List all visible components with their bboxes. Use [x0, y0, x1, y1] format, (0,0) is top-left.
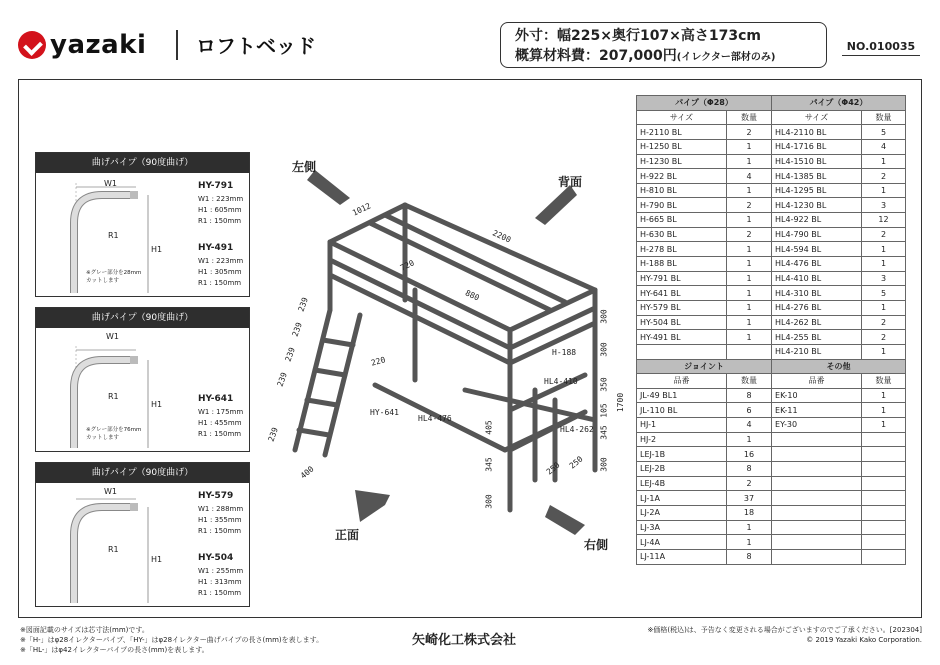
pipe28-qty: 4 — [727, 169, 772, 184]
pipe-row — [637, 213, 906, 228]
other-item — [772, 505, 862, 520]
joint-section-header — [637, 359, 906, 374]
pipe42-size: HL4-922 BL — [772, 213, 862, 228]
pipe-row — [637, 330, 906, 345]
pipe-row — [637, 315, 906, 330]
model-r1: R1 : 150mm — [198, 430, 242, 438]
item-header: 品番 — [772, 374, 862, 389]
item-header: 品番 — [637, 374, 727, 389]
dim-300-bottom: 300 — [599, 457, 609, 472]
pipe42-size: HL4-790 BL — [772, 227, 862, 242]
joint-item: LEJ-2B — [637, 462, 727, 477]
joint-qty: 8 — [727, 549, 772, 564]
dim-239-1: 239 — [296, 296, 310, 313]
other-item — [772, 476, 862, 491]
logo-text: yazaki — [50, 30, 147, 60]
model-name: HY-579 — [198, 491, 234, 501]
pipe42-qty: 1 — [862, 344, 906, 359]
other-qty: 1 — [862, 418, 906, 433]
pipe28-qty: 1 — [727, 315, 772, 330]
other-item: EK-11 — [772, 403, 862, 418]
size-header: サイズ — [772, 110, 862, 125]
pipe28-size: H-630 BL — [637, 227, 727, 242]
dim-239-2: 239 — [290, 321, 304, 338]
dim-720: 720 — [398, 258, 416, 273]
front-side-arrow-icon — [355, 490, 390, 522]
pipe42-size: HL4-255 BL — [772, 330, 862, 345]
pipe42-size: HL4-210 BL — [772, 344, 862, 359]
pipe28-size: H-1230 BL — [637, 154, 727, 169]
other-item: EK-10 — [772, 388, 862, 403]
other-item — [772, 549, 862, 564]
joint-item: JL-49 BL1 — [637, 388, 727, 403]
price-disclaimer: ※価格(税込)は、予告なく変更される場合がございますのでご了承ください。[202304] — [647, 626, 922, 634]
joint-qty: 2 — [727, 476, 772, 491]
model-h1: H1 : 313mm — [198, 578, 242, 586]
parts-table — [636, 95, 906, 565]
joint-item: JL-110 BL — [637, 403, 727, 418]
dim-880: 880 — [463, 288, 481, 303]
model-w1: W1 : 223mm — [198, 257, 244, 265]
pipe28-qty: 1 — [727, 271, 772, 286]
pipe-row — [637, 242, 906, 257]
other-qty — [862, 520, 906, 535]
model-spec-hy791 — [198, 181, 243, 227]
pipe42-size: HL4-594 BL — [772, 242, 862, 257]
dim-220: 220 — [370, 355, 387, 368]
price-line — [515, 46, 826, 68]
dim-250-2: 250 — [567, 454, 585, 471]
pipe42-qty: 3 — [862, 198, 906, 213]
pipe-section-header — [637, 96, 906, 111]
dim-300-mid: 300 — [599, 342, 609, 357]
joint-qty: 16 — [727, 447, 772, 462]
pipe-row — [637, 344, 906, 359]
pipe-row — [637, 154, 906, 169]
r1-label: R1 — [108, 392, 119, 401]
other-item: EY-30 — [772, 418, 862, 433]
pipe28-qty: 1 — [727, 183, 772, 198]
pipe28-size: H-810 BL — [637, 183, 727, 198]
footer-note-1: ※図面記載のサイズは芯寸法(mm)です。 — [20, 626, 149, 634]
joint-qty: 8 — [727, 388, 772, 403]
pipe42-qty: 12 — [862, 213, 906, 228]
other-qty: 1 — [862, 403, 906, 418]
dim-345-right: 345 — [599, 425, 609, 440]
pipe28-qty: 1 — [727, 257, 772, 272]
pipe28-qty: 2 — [727, 125, 772, 140]
pipe42-size: HL4-1510 BL — [772, 154, 862, 169]
pipe28-size: HY-641 BL — [637, 286, 727, 301]
dim-239-4: 239 — [275, 371, 289, 388]
pipe28-qty: 2 — [727, 227, 772, 242]
joint-item: LJ-11A — [637, 549, 727, 564]
other-item — [772, 447, 862, 462]
dim-250-1: 250 — [544, 460, 562, 477]
dim-300-base: 300 — [484, 494, 494, 509]
pipe42-size: HL4-2110 BL — [772, 125, 862, 140]
pipe42-size: HL4-276 BL — [772, 300, 862, 315]
joint-row — [637, 403, 906, 418]
other-item — [772, 520, 862, 535]
yazaki-logo — [18, 30, 146, 60]
joint-item: HJ-2 — [637, 432, 727, 447]
pipe42-qty: 4 — [862, 139, 906, 154]
joint-row — [637, 462, 906, 477]
dim-300-top: 300 — [599, 309, 609, 324]
company-name: 矢崎化工株式会社 — [412, 633, 517, 648]
pipe28-qty: 1 — [727, 154, 772, 169]
document-number: NO.010035 — [842, 40, 920, 56]
pipe28-size: H-2110 BL — [637, 125, 727, 140]
part-hl4-410: HL4-410 — [544, 377, 578, 386]
bent-pipe-card-body — [36, 483, 249, 608]
other-qty — [862, 432, 906, 447]
dim-345-left: 345 — [484, 457, 494, 472]
pipe28-size: HY-504 BL — [637, 315, 727, 330]
joint-qty: 1 — [727, 432, 772, 447]
title-divider — [176, 30, 178, 60]
model-name: HY-504 — [198, 553, 234, 563]
pipe28-qty: 1 — [727, 242, 772, 257]
other-qty — [862, 476, 906, 491]
dim-1012: 1012 — [351, 201, 373, 218]
model-h1: H1 : 455mm — [198, 419, 242, 427]
joint-qty: 6 — [727, 403, 772, 418]
pipe42-qty: 2 — [862, 227, 906, 242]
pipe42-size: HL4-1295 BL — [772, 183, 862, 198]
pipe28-qty: 1 — [727, 139, 772, 154]
pipe28-size: H-1250 BL — [637, 139, 727, 154]
pipe42-size: HL4-1385 BL — [772, 169, 862, 184]
model-w1: W1 : 288mm — [198, 505, 244, 513]
part-hl4-476: HL4-476 — [418, 414, 452, 423]
joint-item: LEJ-4B — [637, 476, 727, 491]
model-spec-hy641 — [198, 394, 243, 440]
other-qty: 1 — [862, 388, 906, 403]
pipe28-size: H-922 BL — [637, 169, 727, 184]
qty-header: 数量 — [727, 374, 772, 389]
bent-pipe-card-1 — [35, 152, 250, 297]
part-hl4-262: HL4-262 — [560, 425, 594, 434]
joint-item: LJ-4A — [637, 535, 727, 550]
qty-header: 数量 — [727, 110, 772, 125]
direction-back: 背面 — [558, 175, 583, 189]
direction-left: 左側 — [292, 160, 317, 174]
left-side-arrow-icon — [307, 170, 350, 205]
other-qty — [862, 505, 906, 520]
pipe42-qty: 5 — [862, 286, 906, 301]
joint-row — [637, 447, 906, 462]
dim-1700: 1700 — [616, 392, 626, 413]
h1-label: H1 — [151, 555, 163, 564]
model-name: HY-641 — [198, 394, 234, 404]
w1-label: W1 — [104, 179, 117, 188]
dim-105: 105 — [599, 403, 609, 418]
h1-label: H1 — [151, 400, 163, 409]
model-w1: W1 : 255mm — [198, 567, 244, 575]
pipe28-size: H-790 BL — [637, 198, 727, 213]
dim-2200: 2200 — [491, 228, 513, 245]
joint-row — [637, 388, 906, 403]
dim-400: 400 — [298, 464, 316, 481]
w1-label: W1 — [106, 332, 119, 341]
pipe-row — [637, 169, 906, 184]
pipe42-qty: 2 — [862, 330, 906, 345]
cut-note: ※グレー部分を28mm カットします — [86, 270, 142, 284]
other-qty — [862, 491, 906, 506]
joint-qty: 37 — [727, 491, 772, 506]
joint-qty: 18 — [727, 505, 772, 520]
model-spec-hy504 — [198, 553, 243, 599]
pipe42-qty: 1 — [862, 154, 906, 169]
pipe-row — [637, 139, 906, 154]
part-hy641: HY-641 — [370, 408, 399, 417]
pipe42-size: HL4-410 BL — [772, 271, 862, 286]
back-side-arrow-icon — [535, 185, 577, 225]
pipe42-qty: 1 — [862, 183, 906, 198]
pipe42-size: HL4-262 BL — [772, 315, 862, 330]
model-h1: H1 : 305mm — [198, 268, 242, 276]
pipe28-header: パイプ（Φ28） — [637, 96, 772, 111]
joint-item: HJ-1 — [637, 418, 727, 433]
pipe42-qty: 3 — [862, 271, 906, 286]
pipe-column-header — [637, 110, 906, 125]
pipe-row — [637, 227, 906, 242]
joint-row — [637, 505, 906, 520]
model-spec-hy491 — [198, 243, 243, 289]
pipe28-size: H-665 BL — [637, 213, 727, 228]
pipe-row — [637, 125, 906, 140]
dim-405: 405 — [484, 420, 494, 435]
other-qty — [862, 549, 906, 564]
other-item — [772, 432, 862, 447]
w1-label: W1 — [104, 487, 117, 496]
joint-row — [637, 549, 906, 564]
pipe28-size: H-278 BL — [637, 242, 727, 257]
price-value: 概算材料費：207,000円 — [515, 48, 677, 64]
pipe28-qty: 2 — [727, 198, 772, 213]
yazaki-logo-mark-icon — [18, 31, 46, 59]
size-line: 外寸：幅225×奥行107×高さ173cm — [515, 28, 762, 44]
size-header: サイズ — [637, 110, 727, 125]
joint-item: LJ-3A — [637, 520, 727, 535]
pipe-row — [637, 198, 906, 213]
model-h1: H1 : 605mm — [198, 206, 242, 214]
r1-label: R1 — [108, 231, 119, 240]
pipe42-header: パイプ（Φ42） — [772, 96, 906, 111]
bent-pipe-card-body — [36, 328, 249, 453]
pipe28-size — [637, 344, 727, 359]
qty-header: 数量 — [862, 374, 906, 389]
pipe28-qty — [727, 344, 772, 359]
dim-239-3: 239 — [283, 346, 297, 363]
joint-item: LEJ-1B — [637, 447, 727, 462]
pipe42-qty: 1 — [862, 300, 906, 315]
price-note: (イレクター部材のみ) — [676, 52, 776, 63]
pipe42-qty: 2 — [862, 315, 906, 330]
model-r1: R1 : 150mm — [198, 527, 242, 535]
footer-note-3: ※「HL-」はφ42イレクターパイプの長さ(mm)を表します。 — [20, 646, 209, 654]
cut-note: ※グレー部分を76mm カットします — [86, 427, 142, 441]
direction-front: 正面 — [335, 528, 360, 542]
pipe42-size: HL4-1230 BL — [772, 198, 862, 213]
bent-pipe-card-title: 曲げパイプ（90度曲げ） — [36, 463, 249, 483]
pipe28-qty: 1 — [727, 213, 772, 228]
pipe28-qty: 1 — [727, 300, 772, 315]
qty-header: 数量 — [862, 110, 906, 125]
joint-row — [637, 491, 906, 506]
joint-qty: 8 — [727, 462, 772, 477]
bent-pipe-card-3 — [35, 462, 250, 607]
page-title: ロフトベッド — [196, 34, 316, 58]
h1-label: H1 — [151, 245, 163, 254]
pipe42-qty: 5 — [862, 125, 906, 140]
joint-qty: 1 — [727, 520, 772, 535]
joint-item: LJ-1A — [637, 491, 727, 506]
footer-notes — [20, 625, 323, 655]
bent-pipe-card-title: 曲げパイプ（90度曲げ） — [36, 308, 249, 328]
model-w1: W1 : 175mm — [198, 408, 244, 416]
model-spec-hy579 — [198, 491, 243, 537]
right-side-arrow-icon — [545, 505, 585, 535]
bent-pipe-card-body — [36, 173, 249, 298]
direction-right: 右側 — [584, 538, 609, 552]
pipe28-size: HY-491 BL — [637, 330, 727, 345]
pipe28-size: HY-791 BL — [637, 271, 727, 286]
joint-row — [637, 476, 906, 491]
pipe42-qty: 1 — [862, 257, 906, 272]
model-r1: R1 : 150mm — [198, 589, 242, 597]
joint-row — [637, 432, 906, 447]
r1-label: R1 — [108, 545, 119, 554]
copyright: © 2019 Yazaki Kako Corporation. — [806, 636, 922, 644]
model-r1: R1 : 150mm — [198, 217, 242, 225]
pipe42-qty: 1 — [862, 242, 906, 257]
model-name: HY-491 — [198, 243, 234, 253]
model-w1: W1 : 223mm — [198, 195, 244, 203]
pipe-row — [637, 300, 906, 315]
model-r1: R1 : 150mm — [198, 279, 242, 287]
pipe42-size: HL4-310 BL — [772, 286, 862, 301]
other-qty — [862, 535, 906, 550]
pipe28-size: H-188 BL — [637, 257, 727, 272]
spec-box — [500, 22, 827, 68]
joint-row — [637, 520, 906, 535]
loft-bed-drawing — [255, 150, 635, 560]
pipe-row — [637, 183, 906, 198]
joint-qty: 1 — [727, 535, 772, 550]
dim-239-5: 239 — [266, 426, 280, 443]
pipe-row — [637, 271, 906, 286]
other-item — [772, 462, 862, 477]
other-qty — [862, 447, 906, 462]
pipe-row — [637, 286, 906, 301]
pipe42-size: HL4-1716 BL — [772, 139, 862, 154]
bent-pipe-card-title: 曲げパイプ（90度曲げ） — [36, 153, 249, 173]
footer-note-2: ※「H-」はφ28イレクターパイプ、「HY-」はφ28イレクター曲げパイプの長さ(mm)を表します。 — [20, 636, 324, 644]
model-name: HY-791 — [198, 181, 234, 191]
other-header: その他 — [772, 359, 906, 374]
pipe42-size: HL4-476 BL — [772, 257, 862, 272]
joint-header: ジョイント — [637, 359, 772, 374]
joint-qty: 4 — [727, 418, 772, 433]
joint-column-header — [637, 374, 906, 389]
model-h1: H1 : 355mm — [198, 516, 242, 524]
joint-row — [637, 418, 906, 433]
pipe28-size: HY-579 BL — [637, 300, 727, 315]
pipe28-qty: 1 — [727, 330, 772, 345]
bent-pipe-card-2 — [35, 307, 250, 452]
pipe-row — [637, 257, 906, 272]
joint-row — [637, 535, 906, 550]
joint-item: LJ-2A — [637, 505, 727, 520]
dim-350: 350 — [599, 377, 609, 392]
other-item — [772, 491, 862, 506]
other-item — [772, 535, 862, 550]
pipe28-qty: 1 — [727, 286, 772, 301]
part-h188: H-188 — [552, 348, 577, 357]
other-qty — [862, 462, 906, 477]
footer-right — [647, 625, 922, 645]
pipe42-qty: 2 — [862, 169, 906, 184]
